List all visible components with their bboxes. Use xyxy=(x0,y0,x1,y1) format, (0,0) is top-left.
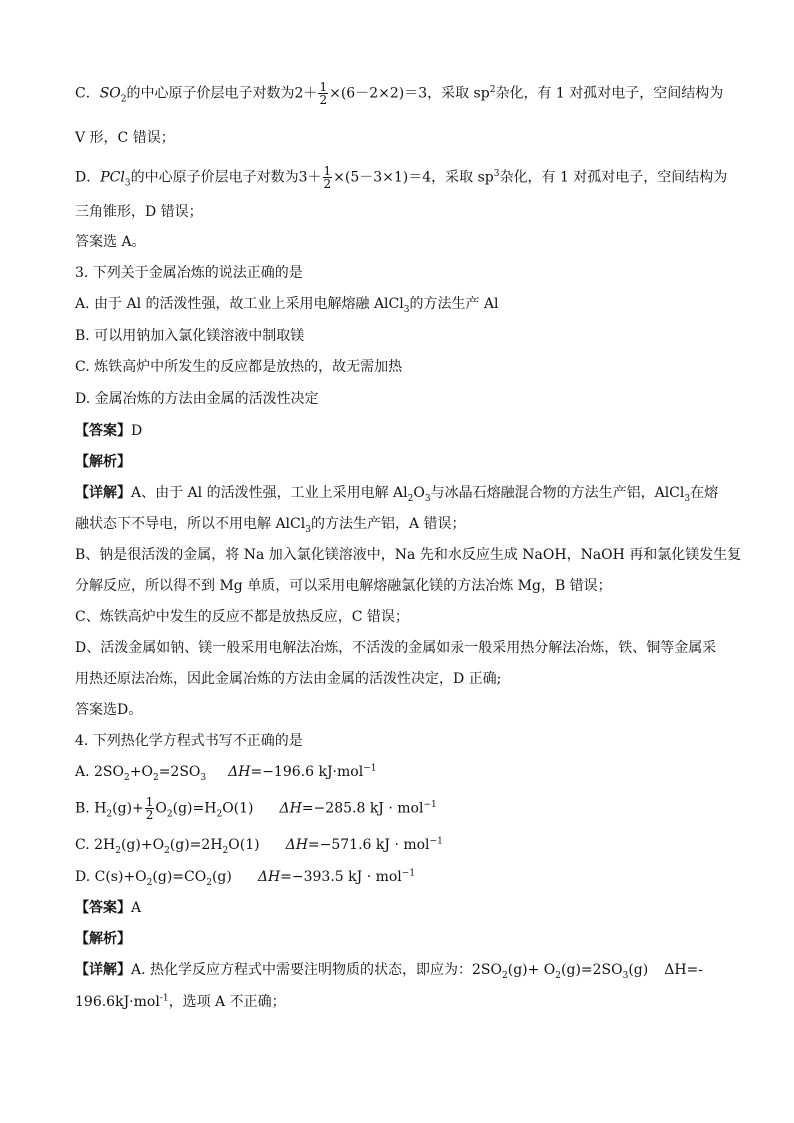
expr: ×(5－3×1)＝4 xyxy=(333,169,432,186)
subscript: 3 xyxy=(622,970,629,981)
question-3-final: 答案选D。 xyxy=(75,702,143,718)
subscript: 2 xyxy=(555,970,562,981)
denominator: 2 xyxy=(145,808,154,822)
enthalpy-value: =−571.6 kJ · mol xyxy=(307,837,430,853)
superscript: −1 xyxy=(423,799,437,810)
question-3-option-b: B. 可以用钠加入氯化镁溶液中制取镁 xyxy=(75,328,305,344)
subscript: 2 xyxy=(502,970,508,981)
question-4-stem: 4. 下列热化学方程式书写不正确的是 xyxy=(75,733,303,749)
numerator: 1 xyxy=(323,164,332,178)
fraction xyxy=(145,796,155,821)
text: (g)+ xyxy=(112,800,144,817)
subscript: 3 xyxy=(124,178,131,189)
text: (g)=H xyxy=(172,800,217,817)
molecule: SO xyxy=(99,85,121,102)
question-3-explain-4: D、活泼金属如钠、镁一般采用电解法冶炼，不活泼的金属如汞一般采用热分解法冶炼，铁、铜等金属采 xyxy=(75,640,717,656)
text: 的方法生产铝，A 错误； xyxy=(310,516,466,532)
text: (g)=2SO xyxy=(561,962,623,978)
superscript: 2 xyxy=(489,84,496,95)
answer-tag: 【答案】 xyxy=(75,900,131,916)
numerator: 1 xyxy=(145,795,154,809)
question-3-stem: 3. 下列关于金属冶炼的说法正确的是 xyxy=(75,265,303,281)
enthalpy-value: =−196.6 kJ·mol xyxy=(250,764,364,780)
text: ，选项 A 不正确； xyxy=(168,994,286,1010)
question-3-explain-1 xyxy=(75,483,718,503)
text: D. C(s)+O xyxy=(75,869,147,885)
subscript: 2 xyxy=(120,94,127,105)
text: ，采取 sp xyxy=(427,85,490,102)
text: =2SO xyxy=(158,764,201,780)
text: 与冰晶石熔融混合物的方法生产铝，AlCl xyxy=(430,485,685,501)
question-4-option-b xyxy=(75,796,437,821)
analysis-tag: 【解析】 xyxy=(75,931,131,947)
enthalpy-symbol: ΔH xyxy=(228,764,251,780)
subscript: 2 xyxy=(124,772,130,783)
denominator: 2 xyxy=(319,93,328,107)
text: A. 2SO xyxy=(75,764,124,780)
subscript: 3 xyxy=(305,524,311,535)
subscript: 3 xyxy=(684,493,691,504)
detail-tag: 【详解】 xyxy=(75,485,131,501)
question-3-option-d: D. 金属冶炼的方法由金属的活泼性决定 xyxy=(75,391,319,407)
answer-tag: 【答案】 xyxy=(75,423,131,439)
text: O(1) xyxy=(222,800,254,817)
text: B. H xyxy=(75,800,107,817)
text: 196.6kJ·mol xyxy=(75,994,160,1010)
text: 的中心原子价层电子对数为 xyxy=(130,169,299,186)
question-4-explain-1b xyxy=(75,992,286,1012)
denominator: 2 xyxy=(323,177,332,191)
subscript: 2 xyxy=(164,845,170,856)
question-4-option-d xyxy=(75,867,415,887)
question-3-answer xyxy=(75,421,142,441)
text: 在熔 xyxy=(690,485,719,501)
question-3-explain-1b xyxy=(75,514,466,534)
answer-value: D xyxy=(131,423,143,439)
question-3-explain-4b: 用热还原法冶炼，因此金属冶炼的方法由金属的活泼性决定，D 正确; xyxy=(75,671,502,687)
text: (g)+ O xyxy=(507,962,556,978)
text: O xyxy=(155,800,167,817)
text: 杂化，有 1 对孤对电子，空间结构为 xyxy=(499,169,728,186)
enthalpy-symbol: ΔH xyxy=(279,800,302,817)
text: 杂化，有 1 对孤对电子，空间结构为 xyxy=(495,85,724,102)
subscript: 2 xyxy=(106,809,113,820)
subscript: 2 xyxy=(216,809,223,820)
superscript: −1 xyxy=(429,836,443,847)
detail-tag: 【详解】 xyxy=(75,962,131,978)
enthalpy-value: =−285.8 kJ · mol xyxy=(301,800,424,817)
question-4-option-a xyxy=(75,762,376,782)
answer-value: A xyxy=(131,900,142,916)
fraction xyxy=(318,81,328,106)
text: ，采取 sp xyxy=(431,169,494,186)
enthalpy-value: =−393.5 kJ · mol xyxy=(280,869,402,885)
question-4-analysis-tag xyxy=(75,929,131,949)
option-d-line2: 三角锥形，D 错误； xyxy=(75,204,203,220)
question-4-option-c xyxy=(75,835,443,855)
question-3-option-a xyxy=(75,294,499,314)
molecule: PCl xyxy=(100,169,125,186)
subscript: 2 xyxy=(152,772,159,783)
fraction xyxy=(323,165,333,190)
text: O(1) xyxy=(228,837,260,853)
question-4-answer xyxy=(75,898,141,918)
text: (g)+O xyxy=(120,837,165,853)
question-3-explain-2b: 分解反应，所以得不到 Mg 单质，可以采用电解熔融氯化镁的方法冶炼 Mg，B 错误； xyxy=(75,578,612,594)
subscript: 2 xyxy=(222,845,229,856)
text: 的中心原子价层电子对数为 xyxy=(126,85,295,102)
subscript: 3 xyxy=(424,493,431,504)
option-c-line xyxy=(75,81,723,106)
subscript: 2 xyxy=(206,877,212,888)
expr: 3＋ xyxy=(298,169,322,186)
question-4-explain-1 xyxy=(75,960,703,980)
text: A. 热化学反应方程式中需要注明物质的状态，即应为：2SO xyxy=(131,962,502,978)
text: (g)=2H xyxy=(169,837,223,853)
text: (g) xyxy=(628,962,649,978)
text: O xyxy=(413,485,425,501)
subscript: 2 xyxy=(166,809,173,820)
analysis-tag: 【解析】 xyxy=(75,454,131,470)
subscript: 2 xyxy=(407,493,414,504)
option-label: C． xyxy=(75,85,100,102)
subscript: 2 xyxy=(146,877,153,888)
text: +O xyxy=(129,764,153,780)
subscript: 2 xyxy=(115,845,121,856)
enthalpy-symbol: ΔH xyxy=(285,837,308,853)
question-3-explain-3: C、炼铁高炉中发生的反应不都是放热反应，C 错误； xyxy=(75,609,409,625)
superscript: −1 xyxy=(363,763,377,774)
numerator: 1 xyxy=(319,80,328,94)
text: 的方法生产 Al xyxy=(409,296,499,312)
enthalpy-symbol: ΔH=- xyxy=(664,962,704,978)
expr: ×(6－2×2)＝3 xyxy=(329,85,428,102)
option-c-line2: V 形，C 错误； xyxy=(75,130,175,146)
subscript: 3 xyxy=(200,772,207,783)
text: C. 2H xyxy=(75,837,116,853)
text: 融状态下不导电，所以不用电解 AlCl xyxy=(75,516,306,532)
expr: 2＋ xyxy=(294,85,318,102)
question-3-explain-2: B、钠是很活泼的金属，将 Na 加入氯化镁溶液中，Na 先和水反应生成 NaOH，NaOH 再和氯化镁发生复 xyxy=(75,547,742,563)
enthalpy-symbol: ΔH xyxy=(257,869,281,885)
option-d-line xyxy=(75,165,727,190)
text: A. 由于 Al 的活泼性强，故工业上采用电解熔融 AlCl xyxy=(75,296,404,312)
text: (g)=CO xyxy=(152,869,207,885)
superscript: −1 xyxy=(401,868,416,879)
text: A、由于 Al 的活泼性强，工业上采用电解 Al xyxy=(131,485,408,501)
answer-line: 答案选 A。 xyxy=(75,234,146,250)
question-3-option-c: C. 炼铁高炉中所发生的反应都是放热的，故无需加热 xyxy=(75,359,403,375)
superscript: 3 xyxy=(493,168,500,179)
superscript: -1 xyxy=(159,993,169,1004)
subscript: 3 xyxy=(403,304,410,315)
question-3-analysis-tag xyxy=(75,452,131,472)
option-label: D． xyxy=(75,169,101,186)
text: (g) xyxy=(211,869,232,885)
